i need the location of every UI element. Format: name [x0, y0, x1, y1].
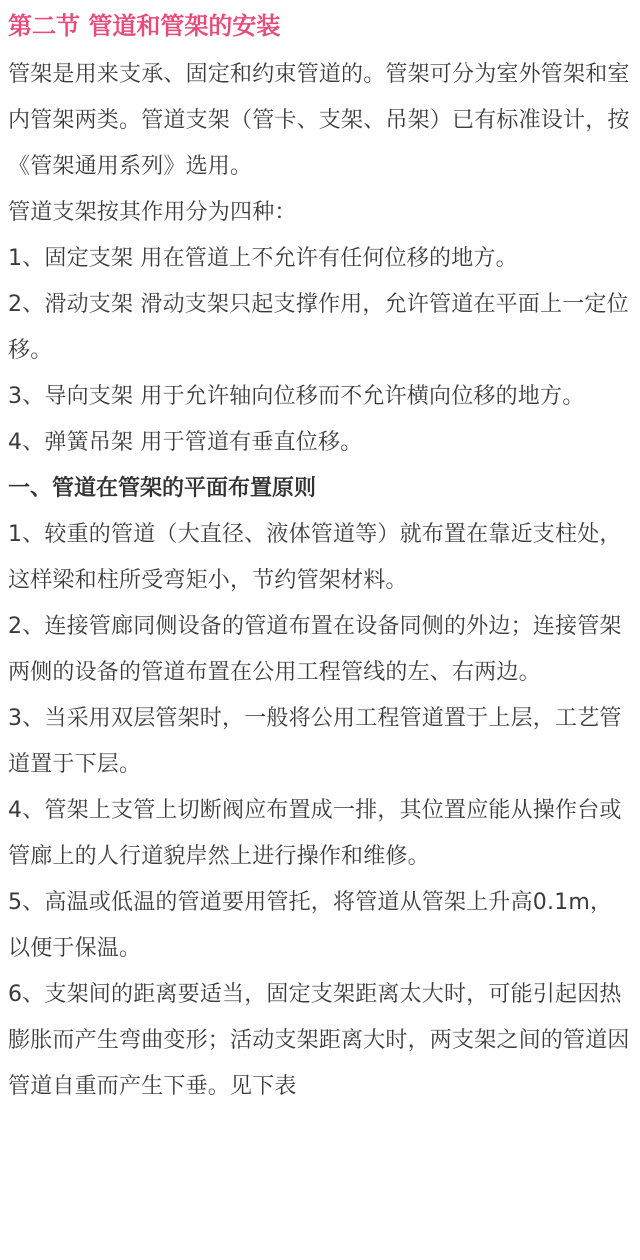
- principle-item: 3、当采用双层管架时，一般将公用工程管道置于上层，工艺管道置于下层。: [8, 706, 622, 777]
- principle-item: 1、较重的管道（大直径、液体管道等）就布置在靠近支柱处，这样梁和柱所受弯矩小，节约管架材料。: [8, 522, 622, 593]
- types-heading: 管道支架按其作用分为四种：: [8, 200, 297, 225]
- type-item: 2、滑动支架 滑动支架只起支撑作用，允许管道在平面上一定位移。: [8, 292, 629, 363]
- intro-paragraph: 管架是用来支承、固定和约束管道的。管架可分为室外管架和室内管架两类。管道支架（管卡、支架、吊架）已有标准设计，按《管架通用系列》选用。: [8, 62, 630, 179]
- principle-item: 2、连接管廊同侧设备的管道布置在设备同侧的外边；连接管架两侧的设备的管道布置在公用工程管线的左、右两边。: [8, 614, 622, 685]
- section-title: 第二节 管道和管架的安装: [8, 12, 281, 40]
- principles-heading: 一、管道在管架的平面布置原则: [8, 476, 317, 501]
- type-item: 3、导向支架 用于允许轴向位移而不允许横向位移的地方。: [8, 384, 585, 409]
- type-item: 4、弹簧吊架 用于管道有垂直位移。: [8, 430, 363, 455]
- principle-item: 4、管架上支管上切断阀应布置成一排，其位置应能从操作台或管廊上的人行道貌岸然上进行操作和维修。: [8, 798, 622, 869]
- principle-item: 6、支架间的距离要适当，固定支架距离太大时，可能引起因热膨胀而产生弯曲变形；活动支架距离大时，两支架之间的管道因管道自重而产生下垂。见下表: [8, 982, 630, 1099]
- type-item: 1、固定支架 用在管道上不允许有任何位移的地方。: [8, 246, 518, 271]
- principle-item: 5、高温或低温的管道要用管托，将管道从管架上升高0.1m，以便于保温。: [8, 890, 613, 961]
